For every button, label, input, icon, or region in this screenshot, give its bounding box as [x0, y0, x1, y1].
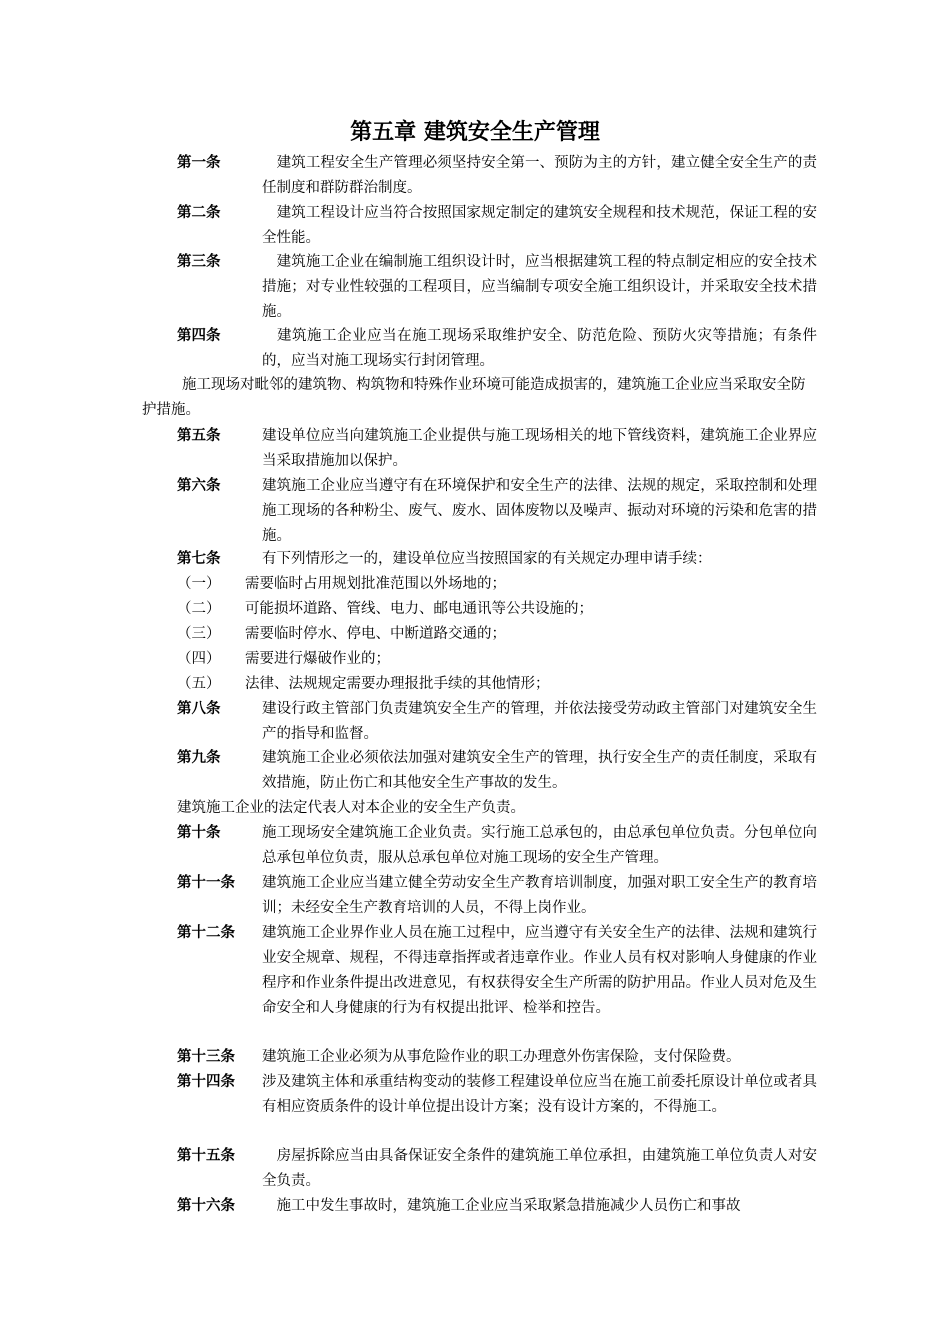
article-label: 第四条 [177, 328, 221, 344]
paragraph: 建筑施工企业的法定代表人对本企业的安全生产负责。 [177, 800, 525, 816]
article-13 [177, 1045, 817, 1070]
article-15 [177, 1144, 817, 1194]
article-label: 第二条 [177, 205, 221, 221]
list-item [177, 572, 506, 597]
article-2 [177, 201, 817, 251]
article-text: 施工现场安全建筑施工企业负责。实行施工总承包的，由总承包单位负责。分包单位向总承包单位负责，服从总承包单位对施工现场的安全生产管理。 [262, 825, 817, 866]
article-text: 房屋拆除应当由具备保证安全条件的建筑施工单位承担，由建筑施工单位负责人对安全负责。 [262, 1148, 817, 1189]
item-number: （五） [177, 676, 221, 692]
paragraph: 施工现场对毗邻的建筑物、构筑物和特殊作业环境可能造成损害的，建筑施工企业应当采取安全防护措施。 [142, 377, 806, 418]
article-text: 建筑施工企业在编制施工组织设计时，应当根据建筑工程的特点制定相应的安全技术措施；对专业性较强的工程项目，应当编制专项安全施工组织设计，并采取安全技术措施。 [262, 254, 817, 320]
article-text: 建筑施工企业应当建立健全劳动安全生产教育培训制度，加强对职工安全生产的教育培训；未经安全生产教育培训的人员，不得上岗作业。 [262, 875, 817, 916]
article-label: 第十一条 [177, 875, 235, 891]
article-text: 施工中发生事故时，建筑施工企业应当采取紧急措施减少人员伤亡和事故 [262, 1198, 741, 1214]
article-label: 第十五条 [177, 1148, 235, 1164]
article-text: 建筑施工企业必须依法加强对建筑安全生产的管理，执行安全生产的责任制度，采取有效措施，防止伤亡和其他安全生产事故的发生。 [262, 750, 817, 791]
list-item [177, 672, 550, 697]
list-item [177, 647, 390, 672]
article-label: 第七条 [177, 551, 221, 567]
item-number: （三） [177, 626, 221, 642]
list-item [177, 622, 506, 647]
article-label: 第十条 [177, 825, 221, 841]
article-14 [177, 1070, 817, 1120]
article-label: 第六条 [177, 478, 221, 494]
item-number: （一） [177, 576, 221, 592]
article-1 [177, 151, 817, 201]
article-text: 涉及建筑主体和承重结构变动的装修工程建设单位应当在施工前委托原设计单位或者具有相应资质条件的设计单位提出设计方案；没有设计方案的，不得施工。 [262, 1074, 817, 1115]
item-number: （二） [177, 601, 221, 617]
item-text: 可能损坏道路、管线、电力、邮电通讯等公共设施的； [245, 601, 593, 617]
article-label: 第五条 [177, 428, 221, 444]
article-label: 第十三条 [177, 1049, 235, 1065]
item-text: 需要进行爆破作业的； [245, 651, 390, 667]
article-label: 第十四条 [177, 1074, 235, 1090]
item-text: 需要临时占用规划批准范围以外场地的； [245, 576, 506, 592]
article-label: 第十六条 [177, 1198, 235, 1214]
article-6 [177, 474, 817, 549]
article-8 [177, 697, 817, 747]
article-text: 建筑施工企业必须为从事危险作业的职工办理意外伤害保险，支付保险费。 [262, 1049, 741, 1065]
article-label: 第十二条 [177, 925, 235, 941]
article-text: 建设单位应当向建筑施工企业提供与施工现场相关的地下管线资料，建筑施工企业界应当采取措施加以保护。 [262, 428, 817, 469]
article-11 [177, 871, 817, 921]
article-9 [177, 746, 817, 796]
article-text: 有下列情形之一的，建设单位应当按照国家的有关规定办理申请手续： [262, 551, 712, 567]
page-title: 第五章 建筑安全生产管理 [350, 120, 600, 145]
article-4 [177, 324, 817, 374]
article-text: 建筑施工企业应当遵守有在环境保护和安全生产的法律、法规的规定，采取控制和处理施工现场的各种粉尘、废气、废水、固体废物以及噪声、振动对环境的污染和危害的措施。 [262, 478, 817, 544]
article-12 [177, 921, 817, 1021]
article-5 [177, 424, 817, 474]
article-text: 建筑施工企业应当在施工现场采取维护安全、防范危险、预防火灾等措施；有条件的，应当对施工现场实行封闭管理。 [262, 328, 817, 369]
article-text: 建筑工程设计应当符合按照国家规定制定的建筑安全规程和技术规范，保证工程的安全性能。 [262, 205, 817, 246]
item-number: （四） [177, 651, 221, 667]
list-item [177, 597, 593, 622]
article-label: 第九条 [177, 750, 221, 766]
item-text: 法律、法规规定需要办理报批手续的其他情形； [245, 676, 550, 692]
item-text: 需要临时停水、停电、中断道路交通的； [245, 626, 506, 642]
article-7 [177, 547, 817, 572]
article-label: 第一条 [177, 155, 221, 171]
article-text: 建筑工程安全生产管理必须坚持安全第一、预防为主的方针，建立健全安全生产的责任制度和群防群治制度。 [262, 155, 817, 196]
article-10 [177, 821, 817, 871]
article-label: 第八条 [177, 701, 221, 717]
article-text: 建设行政主管部门负责建筑安全生产的管理，并依法接受劳动政主管部门对建筑安全生产的指导和监督。 [262, 701, 817, 742]
article-16 [177, 1194, 817, 1219]
article-text: 建筑施工企业界作业人员在施工过程中，应当遵守有关安全生产的法律、法规和建筑行业安全规章、规程，不得违章指挥或者违章作业。作业人员有权对影响人身健康的作业程序和作业条件提出改进意见，有权获得安全生产所需的防护用品。作业人员对危及生命安全和人身健康的行为有权提出批评、检举和控告。 [262, 925, 817, 1016]
article-label: 第三条 [177, 254, 221, 270]
article-3 [177, 250, 817, 325]
